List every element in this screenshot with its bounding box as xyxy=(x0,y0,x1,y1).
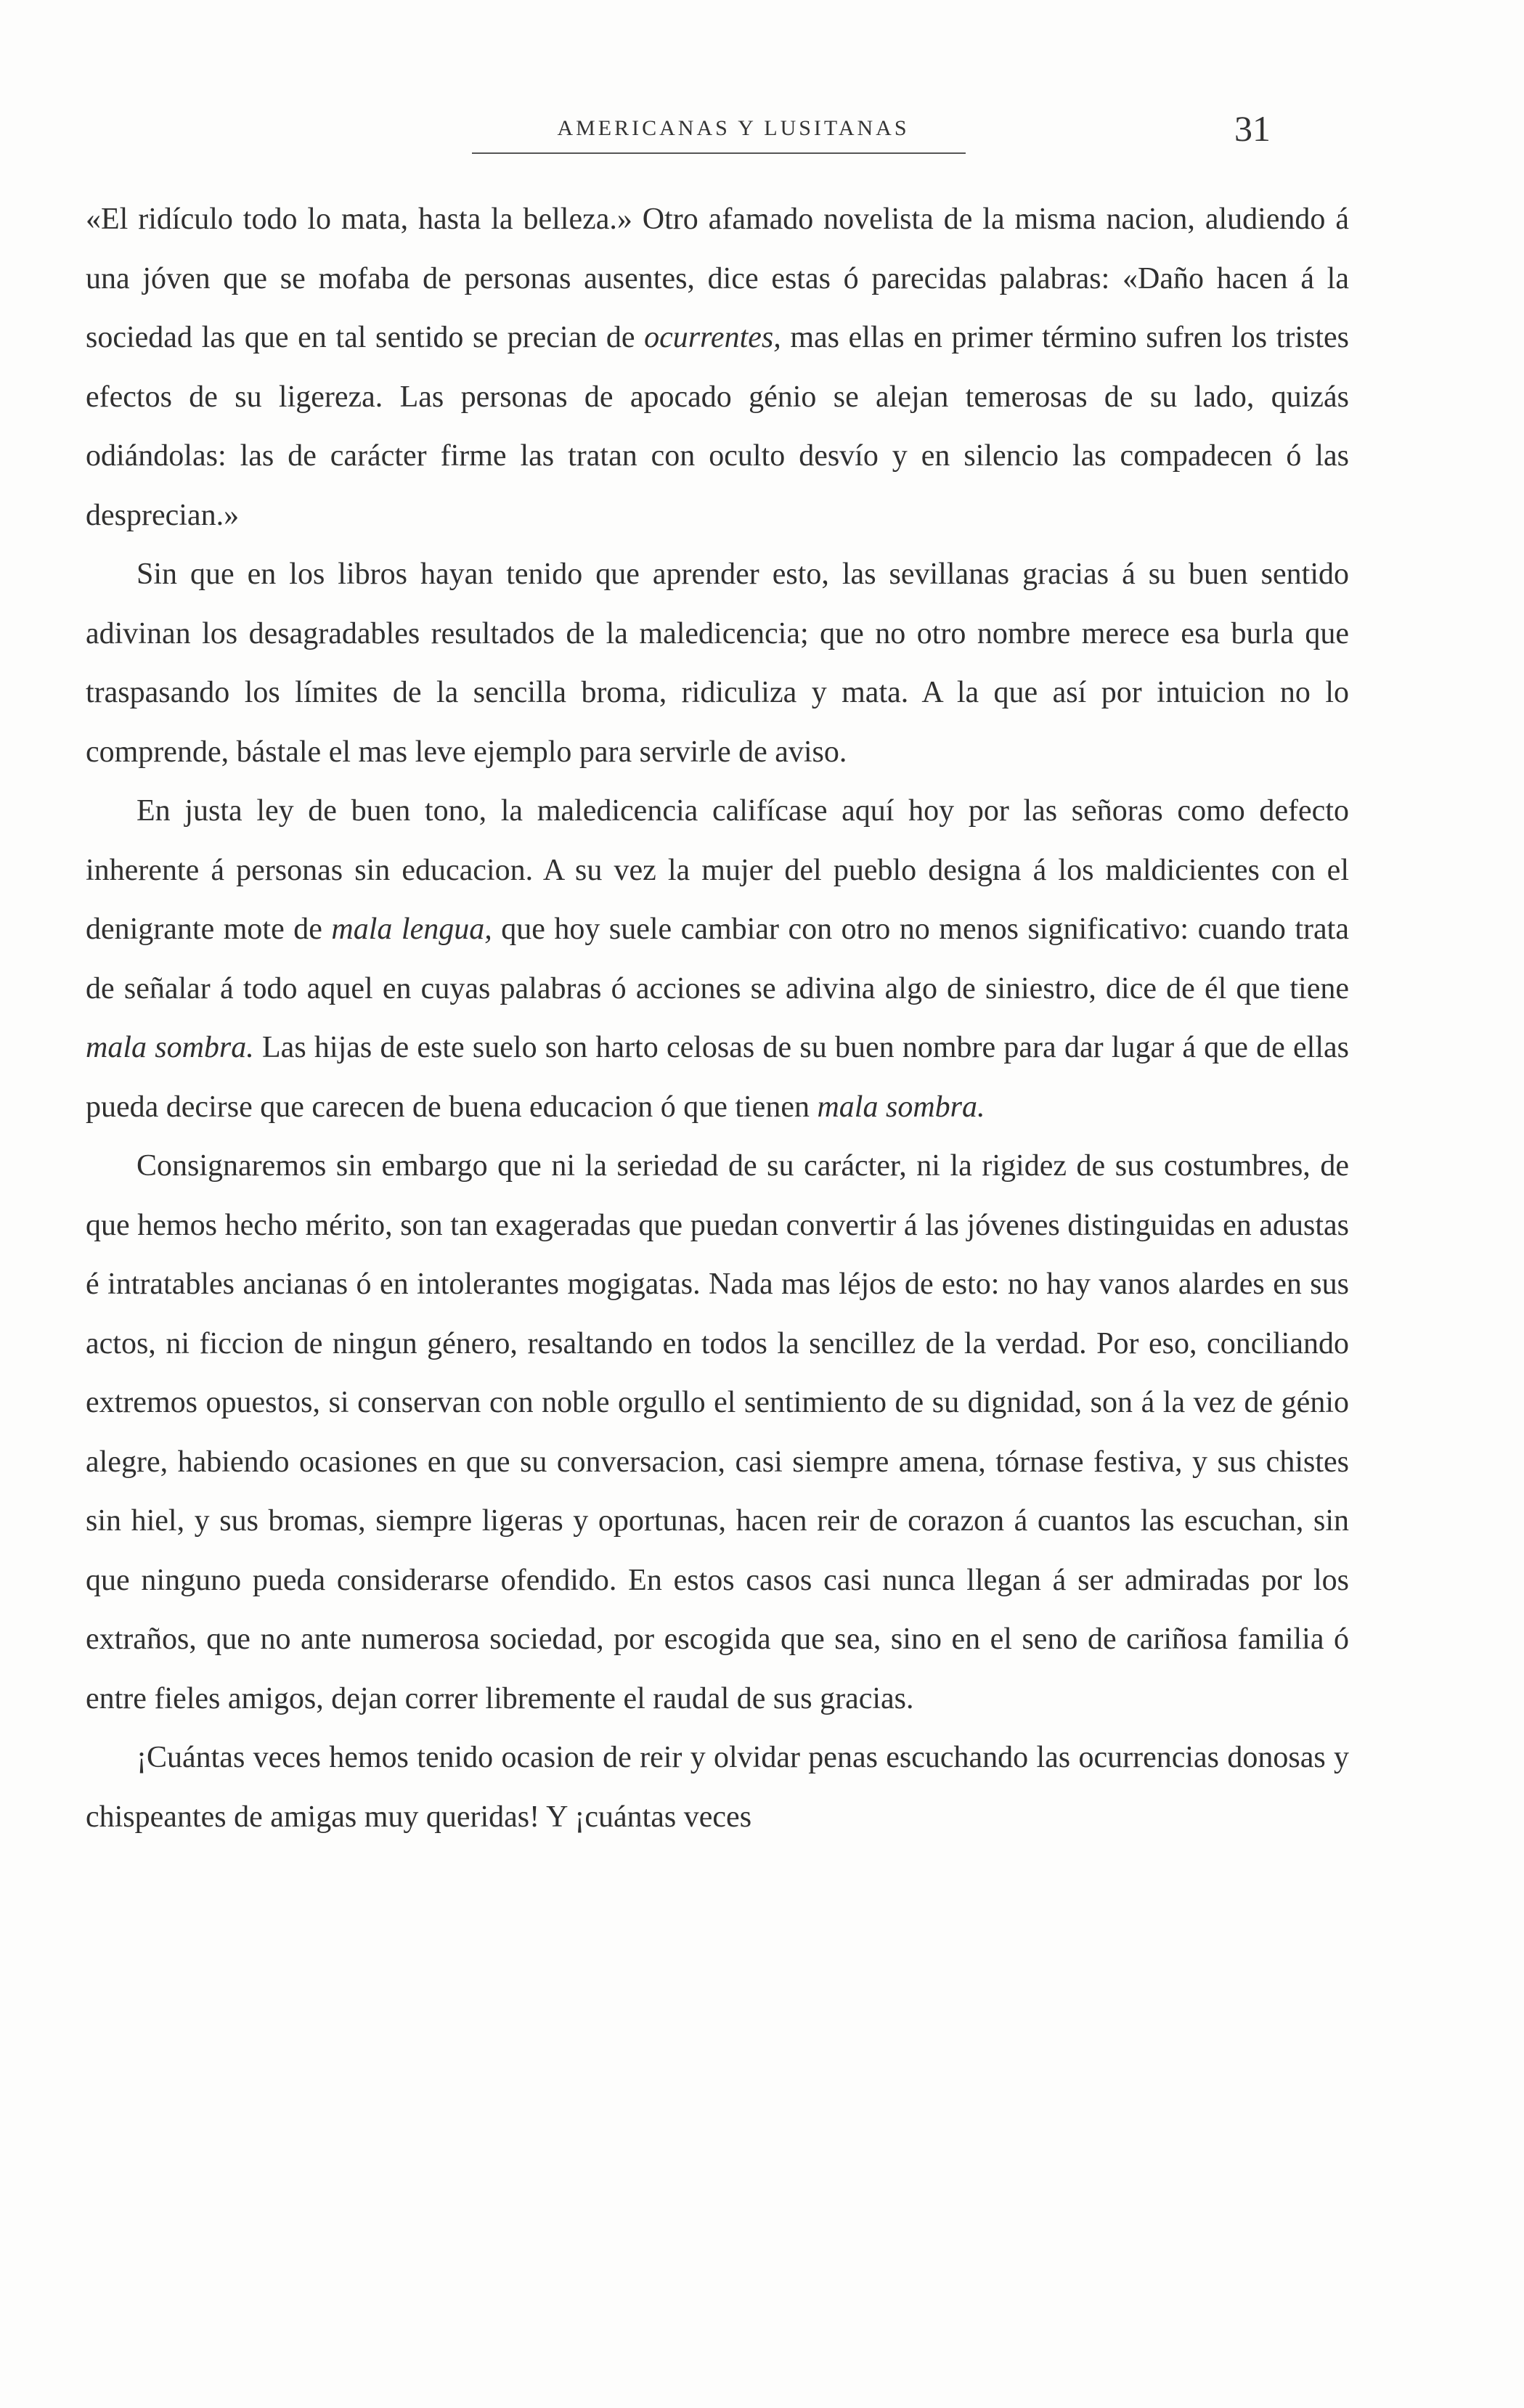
paragraph-4 xyxy=(86,1137,1349,1729)
text-segment: ¡Cuántas veces hemos tenido ocasion de reir y olvidar penas escuchando las ocurrencias donosas y chispeantes de amigas muy queridas! Y ¡cuántas veces xyxy=(86,1741,1349,1834)
header-rule xyxy=(472,152,966,154)
text-segment: Las hijas de este suelo son harto celosas de su buen nombre para dar lugar á que de ellas pueda decirse que carecen de buena educacion ó que tienen xyxy=(86,1031,1349,1124)
text-segment: mas ellas en primer término sufren los tristes efectos de su ligereza. Las personas de apocado génio se alejan temerosas de su lado, quizás odiándolas: las de carácter firme las tratan con oculto desvío y en silencio las compadecen ó las desprecian.» xyxy=(86,321,1349,532)
text-segment: En justa ley de buen tono, la maledicencia califícase aquí hoy por las señoras como defecto inherente á personas sin educacion. A su vez la mujer del pueblo designa á los maldicientes con el denigrante mote de xyxy=(86,794,1349,946)
italic-segment: ocurrentes, xyxy=(644,321,781,354)
italic-segment: mala sombra. xyxy=(817,1090,985,1124)
text-segment: Consignaremos sin embargo que ni la seriedad de su carácter, ni la rigidez de sus costumbres, de que hemos hecho mérito, son tan exageradas que puedan convertir á las jóvenes distinguidas en adustas é intratables ancianas ó en intolerantes mogigatas. Nada mas léjos de esto: no hay vanos alardes en sus actos, ni ficcion de ningun género, resaltando en todos la sencillez de la verdad. Por eso, conciliando extremos opuestos, si conservan con noble orgullo el sentimiento de su dignidad, son á la vez de génio alegre, habiendo ocasiones en que su conversacion, casi siempre amena, tórnase festiva, y sus chistes sin hiel, y sus bromas, siempre ligeras y oportunas, hacen reir de corazon á cuantos las escuchan, sin que ninguno pueda considerarse ofendido. En estos casos casi nunca llegan á ser admiradas por los extraños, que no ante numerosa sociedad, por escogida que sea, sino en el seno de cariñosa familia ó entre fieles amigos, dejan correr libremente el raudal de sus gracias. xyxy=(86,1149,1349,1715)
body-text xyxy=(86,190,1349,1847)
italic-segment: mala sombra. xyxy=(86,1031,254,1064)
paragraph-5 xyxy=(86,1729,1349,1847)
page-number: 31 xyxy=(1234,108,1271,149)
text-segment: «El ridículo todo lo mata, hasta la belleza.» Otro afamado novelista de la misma nacion, aludiendo á una jóven que se mofaba de personas ausentes, dice estas ó parecidas palabras: «Daño hacen á la sociedad las que en tal sentido se precian de xyxy=(86,203,1349,354)
paragraph-2 xyxy=(86,545,1349,782)
paragraph-1 xyxy=(86,190,1349,545)
italic-segment: mala lengua, xyxy=(331,913,492,946)
text-segment: que hoy suele cambiar con otro no menos significativo: cuando trata de señalar á todo aquel en cuyas palabras ó acciones se adivina algo de siniestro, dice de él que tiene xyxy=(86,913,1349,1005)
text-segment: Sin que en los libros hayan tenido que aprender esto, las sevillanas gracias á su buen sentido adivinan los desagradables resultados de la maledicencia; que no otro nombre merece esa burla que traspasando los límites de la sencilla broma, ridiculiza y mata. A la que así por intuicion no lo comprende, bástale el mas leve ejemplo para servirle de aviso. xyxy=(86,558,1349,769)
paragraph-3 xyxy=(86,782,1349,1137)
running-head: AMERICANAS Y LUSITANAS xyxy=(557,116,910,140)
